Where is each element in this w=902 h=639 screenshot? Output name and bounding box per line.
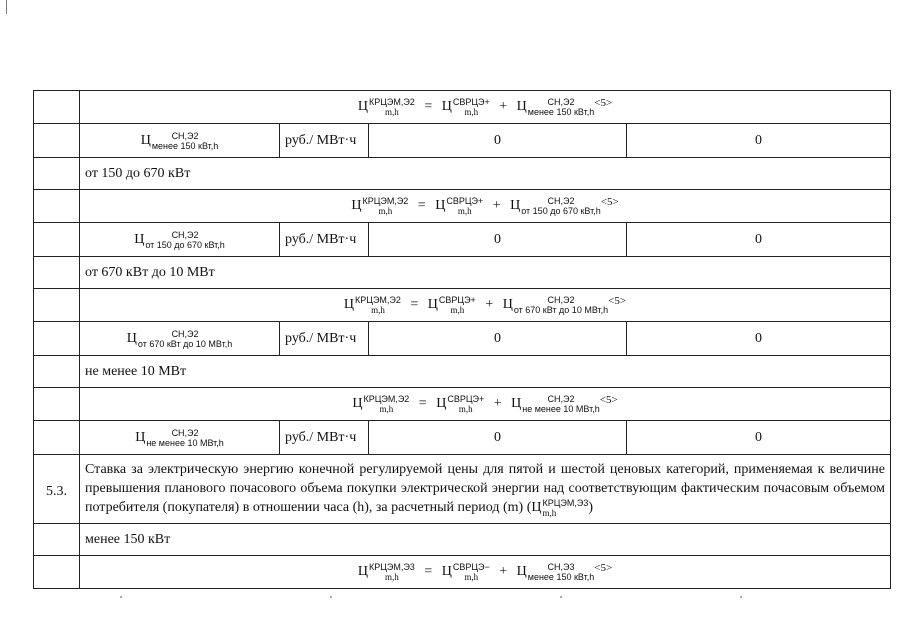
label-row [34,524,891,556]
label-row [34,356,891,388]
section-row [34,455,891,524]
range-label: от 670 кВт до 10 МВт [80,257,891,289]
formula: Ц КРЦЭМ,Э2 m,h = Ц СВРЦЭ+ m,h + Ц СН,Э2 менее 150 кВт,h $^{<5>}$ [357,97,613,117]
value-cell: 0 [369,124,627,158]
number-cell [34,421,80,455]
value-cell: 0 [627,223,891,257]
formula-row [34,91,891,124]
formula-cell [80,388,891,421]
symbol-cell: Ц СН,Э2 от 150 до 670 кВт,h [80,223,280,257]
formula-cell [80,190,891,223]
symbol-cell: Ц СН,Э2 не менее 10 МВт,h [80,421,280,455]
formula: Ц КРЦЭМ,Э2 m,h = Ц СВРЦЭ+ m,h + Ц СН,Э2 не менее 10 МВт,h $^{<5>}$ [352,394,618,414]
scan-speck [560,596,562,598]
number-cell [34,322,80,356]
number-cell [34,223,80,257]
formula-row [34,190,891,223]
range-label: менее 150 кВт [80,524,891,556]
unit-cell: руб./ МВт·ч [280,223,369,257]
value-row [34,421,891,455]
formula: Ц КРЦЭМ,Э3 m,h = Ц СВРЦЭ− m,h + Ц СН,Э3 менее 150 кВт,h $^{<5>}$ [357,562,613,582]
symbol-cell: Ц СН,Э2 от 670 кВт до 10 МВт,h [80,322,280,356]
value-cell: 0 [369,322,627,356]
section-description: Ставка за электрическую энергию конечной регулируемой цены для пятой и шестой ценовых категорий, применяемая к величине превышения планового почасового объема покупки электрической энергии над соответствующим фактическим почасовым объемом потребителя (покупателя) в отношении часа (h), за расчетный период (m) (Ц КРЦЭМ,Э3 m,h ) [80,455,891,524]
number-cell [34,524,80,556]
tariff-table [33,90,891,589]
formula-cell [80,289,891,322]
formula-cell [80,91,891,124]
formula: Ц КРЦЭМ,Э2 m,h = Ц СВРЦЭ+ m,h + Ц СН,Э2 от 670 кВт до 10 МВт,h $^{<5>}$ [343,295,627,315]
scan-speck [120,596,122,598]
value-cell: 0 [627,421,891,455]
number-cell [34,190,80,223]
value-cell: 0 [369,223,627,257]
unit-cell: руб./ МВт·ч [280,124,369,158]
symbol-cell: Ц СН,Э2 менее 150 кВт,h [80,124,280,158]
number-cell [34,388,80,421]
range-label: от 150 до 670 кВт [80,158,891,190]
value-cell: 0 [369,421,627,455]
value-row [34,223,891,257]
number-cell [34,289,80,322]
scan-speck [740,596,742,598]
unit-cell: руб./ МВт·ч [280,322,369,356]
unit-cell: руб./ МВт·ч [280,421,369,455]
formula: Ц КРЦЭМ,Э2 m,h = Ц СВРЦЭ+ m,h + Ц СН,Э2 от 150 до 670 кВт,h $^{<5>}$ [351,196,619,216]
number-cell [34,158,80,190]
formula-row [34,388,891,421]
value-row [34,124,891,158]
section-number: 5.3. [34,455,80,524]
number-cell [34,91,80,124]
formula-row [34,289,891,322]
number-cell [34,257,80,289]
number-cell [34,556,80,589]
label-row [34,257,891,289]
formula-cell [80,556,891,589]
value-row [34,322,891,356]
number-cell [34,124,80,158]
value-cell: 0 [627,322,891,356]
number-cell [34,356,80,388]
value-cell: 0 [627,124,891,158]
formula-row [34,556,891,589]
range-label: не менее 10 МВт [80,356,891,388]
scan-speck [330,596,332,598]
page-edge-mark [6,0,7,14]
label-row [34,158,891,190]
